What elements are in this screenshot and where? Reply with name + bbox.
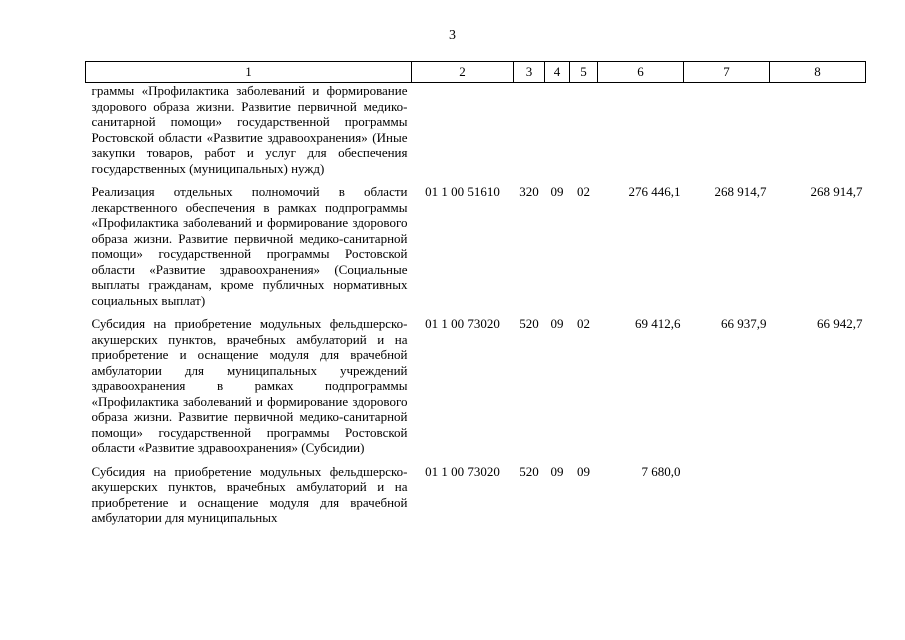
row-col3: 320 — [519, 184, 539, 199]
row-col4: 09 — [550, 463, 564, 479]
row-col6: 69 412,6 — [635, 316, 681, 331]
row-col3 — [514, 83, 545, 185]
row-col7: 268 914,7 — [714, 184, 767, 199]
row-description: Субсидия на приобретение модульных фельдшерско-акушерских пунктов, врачебных амбулаторий и на приобретение и оснащение модуля для врачебной амбулатории для муниципальных — [91, 463, 408, 525]
row-col4: 09 — [550, 316, 564, 331]
header-cell: 1 — [86, 62, 412, 83]
row-col8: 268 914,7 — [810, 184, 863, 199]
row-col8: 66 942,7 — [817, 316, 863, 331]
table-row — [86, 184, 866, 316]
row-col7: 66 937,9 — [721, 316, 767, 331]
budget-table — [85, 61, 866, 534]
header-cell: 6 — [598, 62, 684, 83]
row-code: 01 1 00 73020 — [425, 463, 500, 479]
row-col4 — [545, 83, 570, 185]
row-col5: 02 — [577, 184, 590, 199]
row-col3: 520 — [519, 463, 539, 479]
row-col3: 520 — [519, 316, 539, 331]
row-code: 01 1 00 51610 — [425, 184, 500, 199]
row-col6 — [598, 83, 684, 185]
row-description: граммы «Профилактика заболеваний и формирование здорового образа жизни. Развитие первичной медико-санитарной помощи» государственной программы Ростовской области «Развитие здравоохранения» (Иные закупки товаров, работ и услуг для обеспечения государственных (муниципальных) нужд) — [91, 83, 408, 176]
row-col7 — [684, 83, 770, 185]
row-col8 — [770, 83, 866, 185]
row-col6: 276 446,1 — [628, 184, 681, 199]
row-col5: 09 — [577, 463, 590, 479]
row-col4: 09 — [550, 184, 564, 199]
header-cell: 4 — [545, 62, 570, 83]
row-col8 — [770, 464, 866, 534]
header-cell: 5 — [570, 62, 598, 83]
table-row — [86, 464, 866, 534]
table-row — [86, 316, 866, 464]
header-cell: 3 — [514, 62, 545, 83]
row-col5 — [570, 83, 598, 185]
table-header-row — [86, 62, 866, 83]
row-col7 — [684, 464, 770, 534]
row-col5: 02 — [577, 316, 590, 331]
row-description: Субсидия на приобретение модульных фельдшерско-акушерских пунктов, врачебных амбулаторий и на приобретение и оснащение модуля для врачебной амбулатории для муниципальных учреждений здравоохранения в рамках подпрограммы «Профилактика заболеваний и формирование здорового образа жизни. Развитие первичной медико-санитарной помощи» государственной программы Ростовской области «Развитие здравоохранения» (Субсидии) — [91, 316, 408, 455]
header-cell: 7 — [684, 62, 770, 83]
table-row — [86, 83, 866, 185]
header-cell: 8 — [770, 62, 866, 83]
row-code — [412, 83, 514, 185]
row-description: Реализация отдельных полномочий в области лекарственного обеспечения в рамках подпрограммы «Профилактика заболеваний и формирование здорового образа жизни. Развитие первичной медико-санитарной помощи» государственной программы Ростовской области «Развитие здравоохранения» (Социальные выплаты гражданам, кроме публичных нормативных социальных выплат) — [91, 184, 408, 308]
row-code: 01 1 00 73020 — [425, 316, 500, 331]
header-cell: 2 — [412, 62, 514, 83]
page-number: 3 — [449, 28, 456, 43]
row-col6: 7 680,0 — [641, 463, 681, 479]
